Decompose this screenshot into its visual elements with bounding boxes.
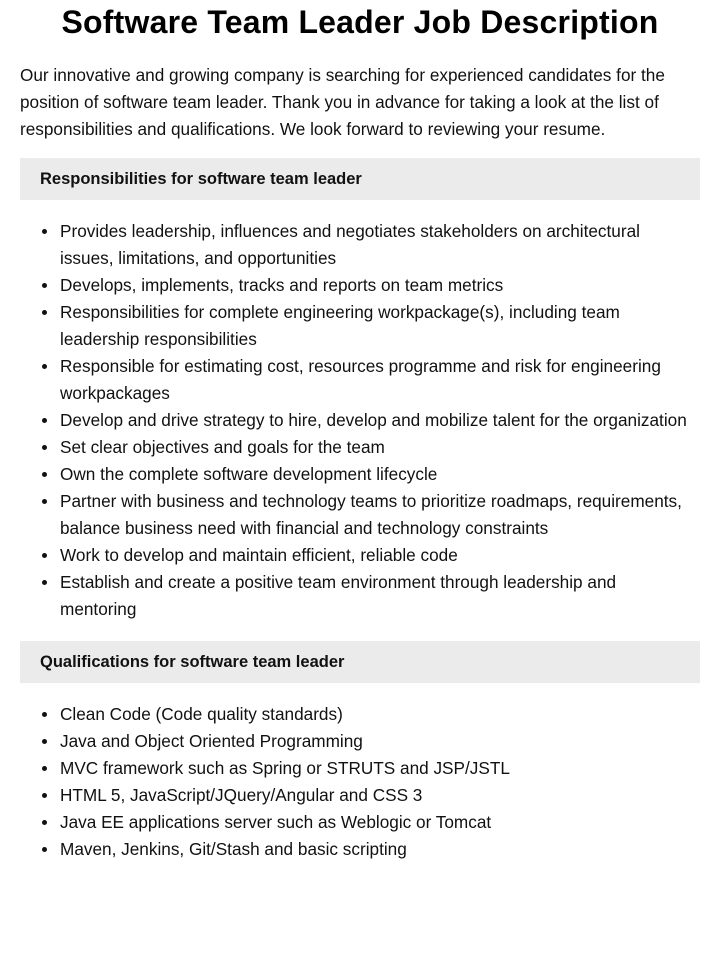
bullet-icon (42, 472, 47, 477)
bullet-icon (42, 580, 47, 585)
list-item: Clean Code (Code quality standards) (60, 701, 700, 728)
list-item: Partner with business and technology teams to prioritize roadmaps, requirements, balance business need with financial and technology constraints (60, 488, 700, 542)
list-item: HTML 5, JavaScript/JQuery/Angular and CSS 3 (60, 782, 700, 809)
bullet-icon (42, 229, 47, 234)
list-item: Maven, Jenkins, Git/Stash and basic scripting (60, 836, 700, 863)
list-item: Own the complete software development lifecycle (60, 461, 700, 488)
responsibilities-list (20, 218, 700, 623)
list-item: Java EE applications server such as Weblogic or Tomcat (60, 809, 700, 836)
bullet-icon (42, 766, 47, 771)
bullet-icon (42, 553, 47, 558)
qualifications-heading-label: Qualifications for software team leader (40, 652, 345, 671)
list-item: Develop and drive strategy to hire, develop and mobilize talent for the organization (60, 407, 700, 434)
intro-paragraph: Our innovative and growing company is searching for experienced candidates for the position of software team leader. Thank you in advance for taking a look at the list of responsibilities and qualifications. We look forward to reviewing your resume. (20, 65, 665, 139)
list-item: Java and Object Oriented Programming (60, 728, 700, 755)
list-item: Responsible for estimating cost, resources programme and risk for engineering workpackages (60, 353, 700, 407)
bullet-icon (42, 418, 47, 423)
list-item: MVC framework such as Spring or STRUTS and JSP/JSTL (60, 755, 700, 782)
bullet-icon (42, 793, 47, 798)
bullet-icon (42, 499, 47, 504)
list-item: Provides leadership, influences and negotiates stakeholders on architectural issues, limitations, and opportunities (60, 218, 700, 272)
bullet-icon (42, 283, 47, 288)
bullet-icon (42, 445, 47, 450)
qualifications-list (20, 701, 700, 863)
page-title: Software Team Leader Job Description (61, 4, 659, 40)
list-item: Work to develop and maintain efficient, reliable code (60, 542, 700, 569)
responsibilities-heading (20, 158, 700, 200)
qualifications-heading (20, 641, 700, 683)
list-item: Set clear objectives and goals for the team (60, 434, 700, 461)
bullet-icon (42, 364, 47, 369)
bullet-icon (42, 847, 47, 852)
responsibilities-heading-label: Responsibilities for software team leader (40, 169, 362, 188)
bullet-icon (42, 310, 47, 315)
list-item: Responsibilities for complete engineering workpackage(s), including team leadership responsibilities (60, 299, 700, 353)
bullet-icon (42, 820, 47, 825)
list-item: Establish and create a positive team environment through leadership and mentoring (60, 569, 700, 623)
bullet-icon (42, 739, 47, 744)
list-item: Develops, implements, tracks and reports on team metrics (60, 272, 700, 299)
bullet-icon (42, 712, 47, 717)
